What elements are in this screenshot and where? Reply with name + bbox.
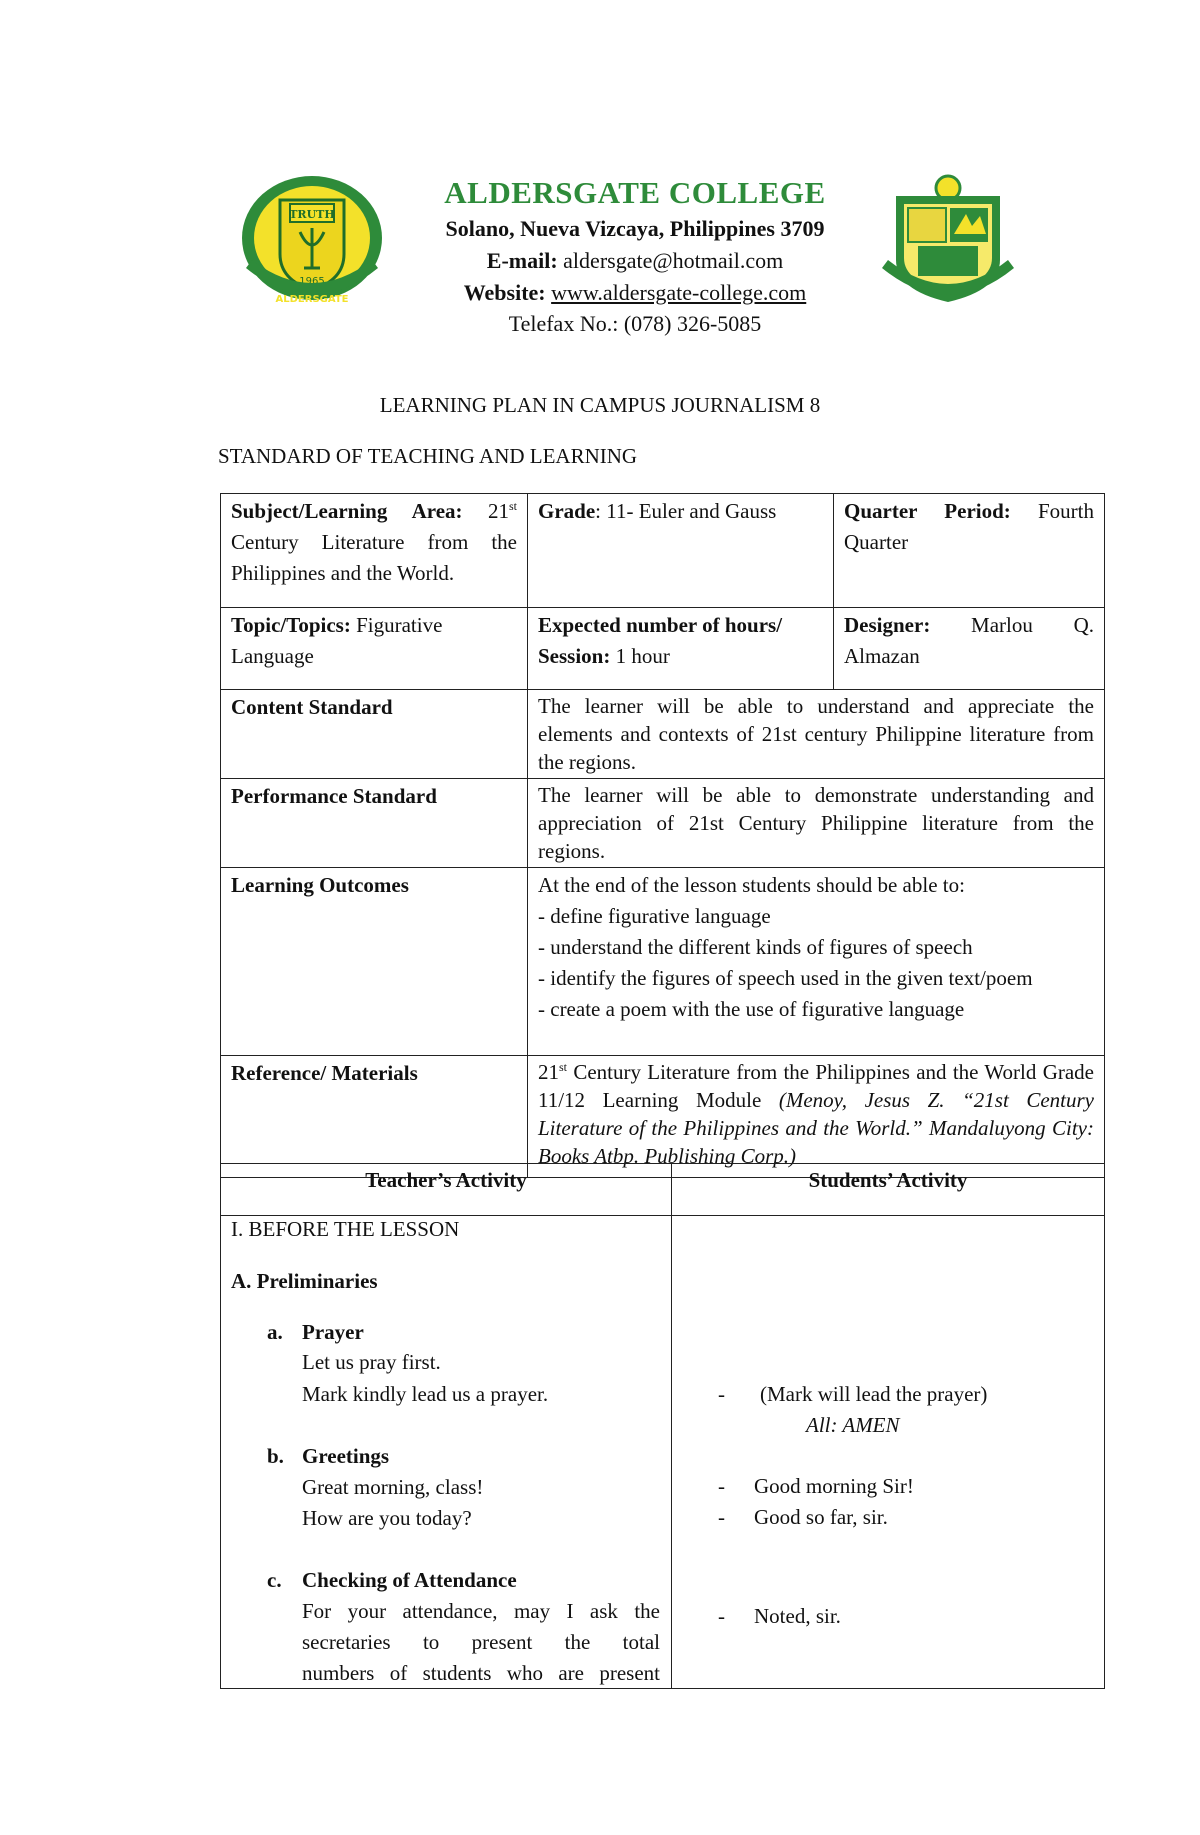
attendance-title: Checking of Attendance [302, 1568, 517, 1592]
performance-standard-label: Performance Standard [221, 779, 528, 868]
reference-pre: 21 [538, 1060, 559, 1084]
table-row [221, 608, 1105, 690]
bullet-dash: - [718, 1382, 725, 1406]
info-table [220, 493, 1105, 1178]
reference-sup: st [559, 1060, 568, 1074]
student-greeting-line: Good morning Sir! [754, 1474, 914, 1498]
item-marker: a. [267, 1320, 283, 1344]
designer-value: Marlou Q. Almazan [844, 613, 1094, 668]
outcome-item: - identify the figures of speech used in the given text/poem [538, 966, 1033, 990]
bullet-dash: - [718, 1505, 725, 1529]
hours-value: 1 hour [610, 644, 670, 668]
student-noted-line: Noted, sir. [754, 1604, 841, 1628]
student-prayer-line: (Mark will lead the prayer) [760, 1382, 988, 1406]
quarter-cell [834, 494, 1105, 608]
outcome-item: - create a poem with the use of figurative language [538, 997, 965, 1021]
seal-bottom-text: ALDERSGATE [275, 294, 349, 305]
reference-cell [528, 1056, 1105, 1178]
topic-label: Topic/Topics: [231, 613, 351, 637]
outcome-item: - define figurative language [538, 904, 771, 928]
attendance-line: numbers of students who are present [302, 1661, 660, 1685]
reference-label: Reference/ Materials [221, 1056, 528, 1178]
website-label: Website: [463, 280, 546, 305]
website-link[interactable]: www.aldersgate-college.com [551, 280, 807, 305]
content-standard-value: The learner will be able to understand and appreciate the elements and contexts of 21st century Philippine literature from the regions. [528, 690, 1105, 779]
item-marker: c. [267, 1568, 282, 1592]
grade-label: Grade [538, 499, 596, 523]
teacher-activity-header: Teacher’s Activity [221, 1164, 672, 1216]
email-label: E-mail: [486, 248, 558, 273]
plan-title: LEARNING PLAN IN CAMPUS JOURNALISM 8 [379, 393, 821, 417]
outcomes-label: Learning Outcomes [221, 868, 528, 1056]
outcomes-cell [528, 868, 1105, 1056]
bullet-dash: - [718, 1604, 725, 1628]
prayer-title: Prayer [302, 1320, 364, 1344]
performance-standard-value: The learner will be able to demonstrate understanding and appreciation of 21st Century Philippine literature from the regions. [528, 779, 1105, 868]
college-address: Solano, Nueva Vizcaya, Philippines 3709 [445, 216, 825, 241]
content-standard-label: Content Standard [221, 690, 528, 779]
subject-value-post: Century Literature from the Philippines and the World. [231, 530, 517, 585]
outcomes-intro: At the end of the lesson students should be able to: [538, 873, 965, 897]
table-row [221, 868, 1105, 1056]
topic-value: Figurative Language [231, 613, 443, 668]
students-activity-header: Students’ Activity [672, 1164, 1105, 1216]
quarter-label: Quarter Period: [844, 499, 1011, 523]
college-email [350, 248, 920, 274]
table-row [221, 779, 1105, 868]
college-website [350, 280, 920, 306]
bullet-dash: - [718, 1474, 725, 1498]
standard-title: STANDARD OF TEACHING AND LEARNING [218, 444, 638, 468]
college-name: ALDERSGATE COLLEGE [444, 175, 826, 210]
quarter-value: Fourth Quarter [844, 499, 1094, 554]
subject-label: Subject/Learning Area: [231, 499, 463, 523]
item-marker: b. [267, 1444, 284, 1468]
table-row [221, 690, 1105, 779]
student-greeting-line: Good so far, sir. [754, 1505, 888, 1529]
topic-cell [221, 608, 528, 690]
subsection-title: A. Preliminaries [231, 1269, 378, 1293]
attendance-line: For your attendance, may I ask the [302, 1599, 660, 1623]
reference-citation: (Menoy, Jesus Z. “21st Century Literature of the Philippines and the World.” Mandaluyong City: Books Atbp. Publishing Corp.) [538, 1088, 1094, 1168]
greetings-line: Great morning, class! [302, 1475, 484, 1499]
grade-value: : 11- Euler and Gauss [595, 499, 777, 523]
table-row [221, 1164, 1105, 1216]
seal-top-text: TRUTH [289, 208, 335, 221]
students-activity-cell [672, 1216, 1105, 1689]
prayer-line: Let us pray first. [302, 1350, 441, 1374]
prayer-line: Mark kindly lead us a prayer. [302, 1382, 549, 1406]
hours-cell [528, 608, 834, 690]
greetings-title: Greetings [302, 1444, 390, 1468]
subject-cell [221, 494, 528, 608]
grade-cell [528, 494, 834, 608]
college-telefax: Telefax No.: (078) 326-5085 [508, 311, 762, 336]
attendance-line: secretaries to present the total [302, 1630, 660, 1654]
seal-year-text: 1965 [299, 276, 325, 287]
outcome-item: - understand the different kinds of figures of speech [538, 935, 973, 959]
reference-main: Century Literature from the Philippines and the World Grade 11/12 Learning Module [538, 1060, 1094, 1112]
subject-value-pre: 21 [462, 499, 509, 523]
hours-label: Expected number of hours/ Session: [538, 613, 783, 668]
designer-cell [834, 608, 1105, 690]
table-row [221, 1056, 1105, 1178]
designer-label: Designer: [844, 613, 931, 637]
email-value[interactable]: aldersgate@hotmail.com [563, 248, 784, 273]
table-row [221, 494, 1105, 608]
greetings-line: How are you today? [302, 1506, 472, 1530]
subject-value-sup: st [508, 499, 517, 513]
section-title: I. BEFORE THE LESSON [231, 1217, 460, 1241]
student-amen-line: All: AMEN [806, 1413, 900, 1437]
